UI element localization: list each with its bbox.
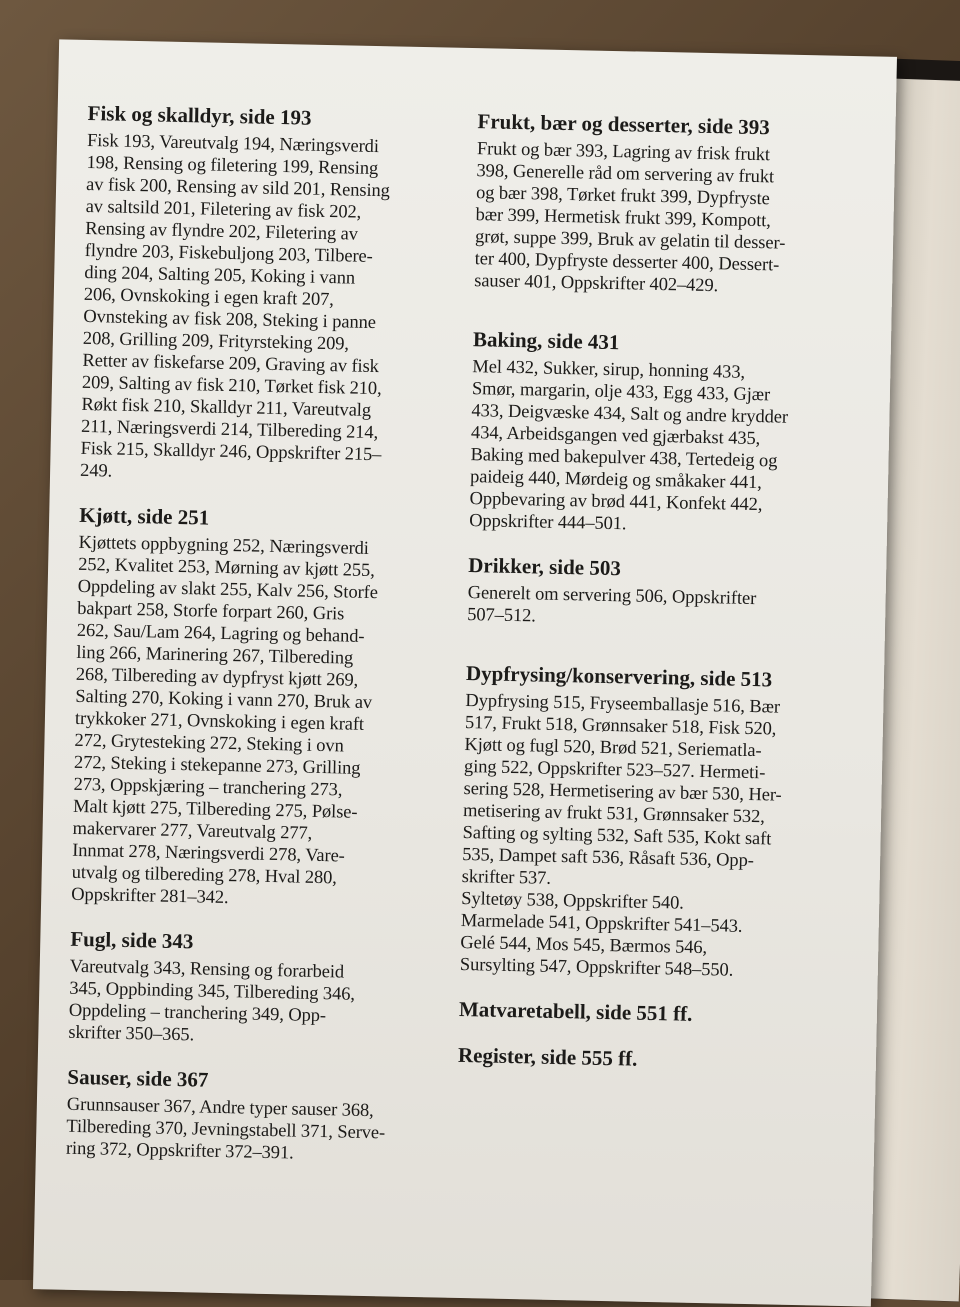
section-entries (474, 138, 867, 300)
entry-line: av fisk 200, Rensing av sild 201, Rensing (85, 174, 390, 202)
entry-line: Generelt om servering 506, Oppskrifter (467, 583, 757, 610)
entry-line: sauser 401, Oppskrifter 402–429. (473, 271, 719, 297)
entry-line: utvalg og tilbereding 278, Hval 280, (71, 862, 338, 889)
entry-line: og bær 398, Tørket frukt 399, Dypfryste (475, 183, 770, 210)
entry-line: 209, Salting av fisk 210, Tørket fisk 210, (81, 372, 382, 400)
section-heading: Fugl, side 343 (70, 926, 194, 954)
toc-section (68, 926, 460, 1052)
entry-line: 252, Kvalitet 253, Mørning av kjøtt 255, (77, 554, 375, 582)
toc-section (474, 108, 868, 300)
entry-line: trykkoker 271, Ovnskoking i egen kraft (74, 708, 365, 735)
section-entries (469, 356, 863, 540)
entry-line: 272, Steking i stekepanne 273, Grilling (73, 752, 361, 779)
entry-line: Oppdeling – tranchering 349, Opp- (68, 1000, 327, 1027)
entry-line: ging 522, Oppskrifter 523–527. Hermeti- (463, 757, 766, 784)
entry-line: 208, Grilling 209, Frityrsteking 209, (82, 328, 350, 355)
entry-line: sering 528, Hermetisering av bær 530, Her- (463, 778, 782, 806)
section-heading: Kjøtt, side 251 (78, 502, 210, 530)
entry-line: Grunnsauser 367, Andre typer sauser 368, (66, 1094, 374, 1122)
section-entries (66, 1094, 457, 1168)
entry-line: Mel 432, Sukker, sirup, honning 433, (472, 357, 746, 383)
entry-line: bær 399, Hermetisk frukt 399, Kompott, (475, 205, 772, 232)
entry-line: Baking med bakepulver 438, Tertedeig og (470, 445, 778, 472)
toc-section (469, 326, 863, 540)
toc-section (66, 1064, 458, 1168)
entry-line: 198, Rensing og filetering 199, Rensing (86, 152, 379, 180)
entry-line: Tilbereding 370, Jevningstabell 371, Serve- (66, 1116, 386, 1144)
entry-line: grøt, suppe 399, Bruk av gelatin til desser- (474, 227, 786, 254)
entry-line: Vareutvalg 343, Rensing og forarbeid (69, 956, 345, 983)
entry-line: Sursylting 547, Oppskrifter 548–550. (459, 954, 734, 981)
entry-line: Salting 270, Koking i vann 270, Bruk av (75, 686, 373, 714)
entry-line: paideig 440, Mørdeig og småkaker 441, (469, 467, 762, 494)
entry-line: Rensing av flyndre 202, Filetering av (85, 218, 359, 245)
section-heading: Register, side 555 ff. (457, 1042, 638, 1071)
entry-line: Malt kjøtt 275, Tilbereding 275, Pølse- (72, 796, 358, 823)
section-heading: Fisk og skalldyr, side 193 (87, 100, 312, 130)
entry-line: skrifter 350–365. (68, 1022, 195, 1046)
section-heading: Sauser, side 367 (67, 1064, 209, 1092)
entry-line: Oppskrifter 281–342. (71, 884, 229, 909)
entry-line: Kjøtt og fugl 520, Brød 521, Seriematla- (464, 735, 762, 762)
entry-line: skrifter 537. (461, 866, 552, 889)
entry-line: 398, Generelle råd om servering av frukt (476, 161, 775, 188)
entry-line: Oppskrifter 444–501. (468, 511, 627, 535)
section-entries (460, 690, 856, 984)
entry-line: Gelé 544, Mos 545, Bærmos 546, (460, 932, 708, 959)
entry-line: 535, Dampet saft 536, Råsaft 536, Opp- (461, 844, 754, 872)
toc-section (460, 660, 857, 984)
entry-line: Fisk 215, Skalldyr 246, Oppskrifter 215– (80, 438, 382, 466)
entry-line: Frukt og bær 393, Lagring av frisk frukt (476, 139, 771, 166)
entry-line: Dypfrysing 515, Fryseemballasje 516, Bær (465, 691, 781, 718)
toc-section (459, 996, 849, 1030)
toc-section (467, 552, 858, 634)
entry-line: 433, Deigvæske 434, Salt og andre krydder (471, 401, 789, 428)
entry-line: ring 372, Oppskrifter 372–391. (65, 1138, 294, 1164)
section-heading: Drikker, side 503 (468, 553, 622, 581)
entry-line: Ovnsteking av fisk 208, Steking i panne (83, 306, 377, 334)
entry-line: Oppdeling av slakt 255, Kalv 256, Storfe (77, 576, 379, 604)
entry-line: 262, Sau/Lam 264, Lagring og behand- (76, 620, 365, 647)
entry-line: Innmat 278, Næringsverdi 278, Vare- (71, 840, 345, 867)
entry-line: Safting og sylting 532, Saft 535, Kokt saft (462, 822, 772, 850)
entry-line: ling 266, Marinering 267, Tilbereding (76, 642, 354, 669)
entry-line: 517, Frukt 518, Grønnsaker 518, Fisk 520, (464, 713, 777, 740)
entry-line: Smør, margarin, olje 433, Egg 433, Gjær (471, 379, 771, 406)
entry-line: 211, Næringsverdi 214, Tilbereding 214, (80, 416, 379, 444)
entry-line: 249. (79, 460, 113, 482)
entry-line: 206, Ovnskoking i egen kraft 207, (83, 284, 335, 311)
entry-line: Oppbevaring av brød 441, Konfekt 442, (469, 489, 763, 516)
entry-line: bakpart 258, Storfe forpart 260, Gris (77, 598, 345, 625)
right-column (457, 108, 867, 1096)
section-heading: Matvaretabell, side 551 ff. (458, 996, 693, 1026)
section-entries (71, 532, 469, 914)
section-entries (68, 956, 460, 1052)
entry-line: 345, Oppbinding 345, Tilbereding 346, (69, 978, 356, 1005)
entry-line: Syltetøy 538, Oppskrifter 540. (461, 888, 685, 914)
entry-line: ter 400, Dypfryste desserter 400, Dessert- (474, 249, 780, 276)
entry-line: Røkt fisk 210, Skalldyr 211, Vareutvalg (81, 394, 372, 421)
left-column (65, 100, 478, 1188)
book-page (33, 39, 897, 1306)
entry-line: makervarer 277, Vareutvalg 277, (72, 818, 313, 844)
section-heading: Dypfrysing/konservering, side 513 (465, 661, 773, 692)
entry-line: av saltsild 201, Filetering av fisk 202, (85, 196, 362, 223)
entry-line: Marmelade 541, Oppskrifter 541–543. (460, 910, 743, 937)
entry-line: 272, Grytesteking 272, Steking i ovn (74, 730, 344, 757)
entry-line: 434, Arbeidsgangen ved gjærbakst 435, (470, 423, 761, 450)
section-entries (80, 130, 477, 490)
toc-section (458, 1042, 848, 1076)
entry-line: 268, Tilbereding av dypfryst kjøtt 269, (75, 664, 359, 691)
entry-line: Retter av fiskefarse 209, Graving av fisk (82, 350, 380, 378)
entry-line: 273, Oppskjæring – tranchering 273, (73, 774, 343, 801)
toc-section (71, 502, 469, 914)
entry-line: ding 204, Salting 205, Koking i vann (84, 262, 356, 289)
entry-line: Fisk 193, Vareutvalg 194, Næringsverdi (86, 130, 380, 158)
entry-line: flyndre 203, Fiskebuljong 203, Tilbere- (84, 240, 373, 267)
entry-line: metisering av frukt 531, Grønnsaker 532, (462, 800, 765, 828)
section-entries (467, 582, 858, 634)
section-heading: Baking, side 431 (472, 327, 620, 355)
section-heading: Frukt, bær og desserter, side 393 (477, 109, 770, 140)
entry-line: 507–512. (467, 605, 536, 627)
toc-section (80, 100, 478, 490)
entry-line: Kjøttets oppbygning 252, Næringsverdi (78, 532, 370, 559)
